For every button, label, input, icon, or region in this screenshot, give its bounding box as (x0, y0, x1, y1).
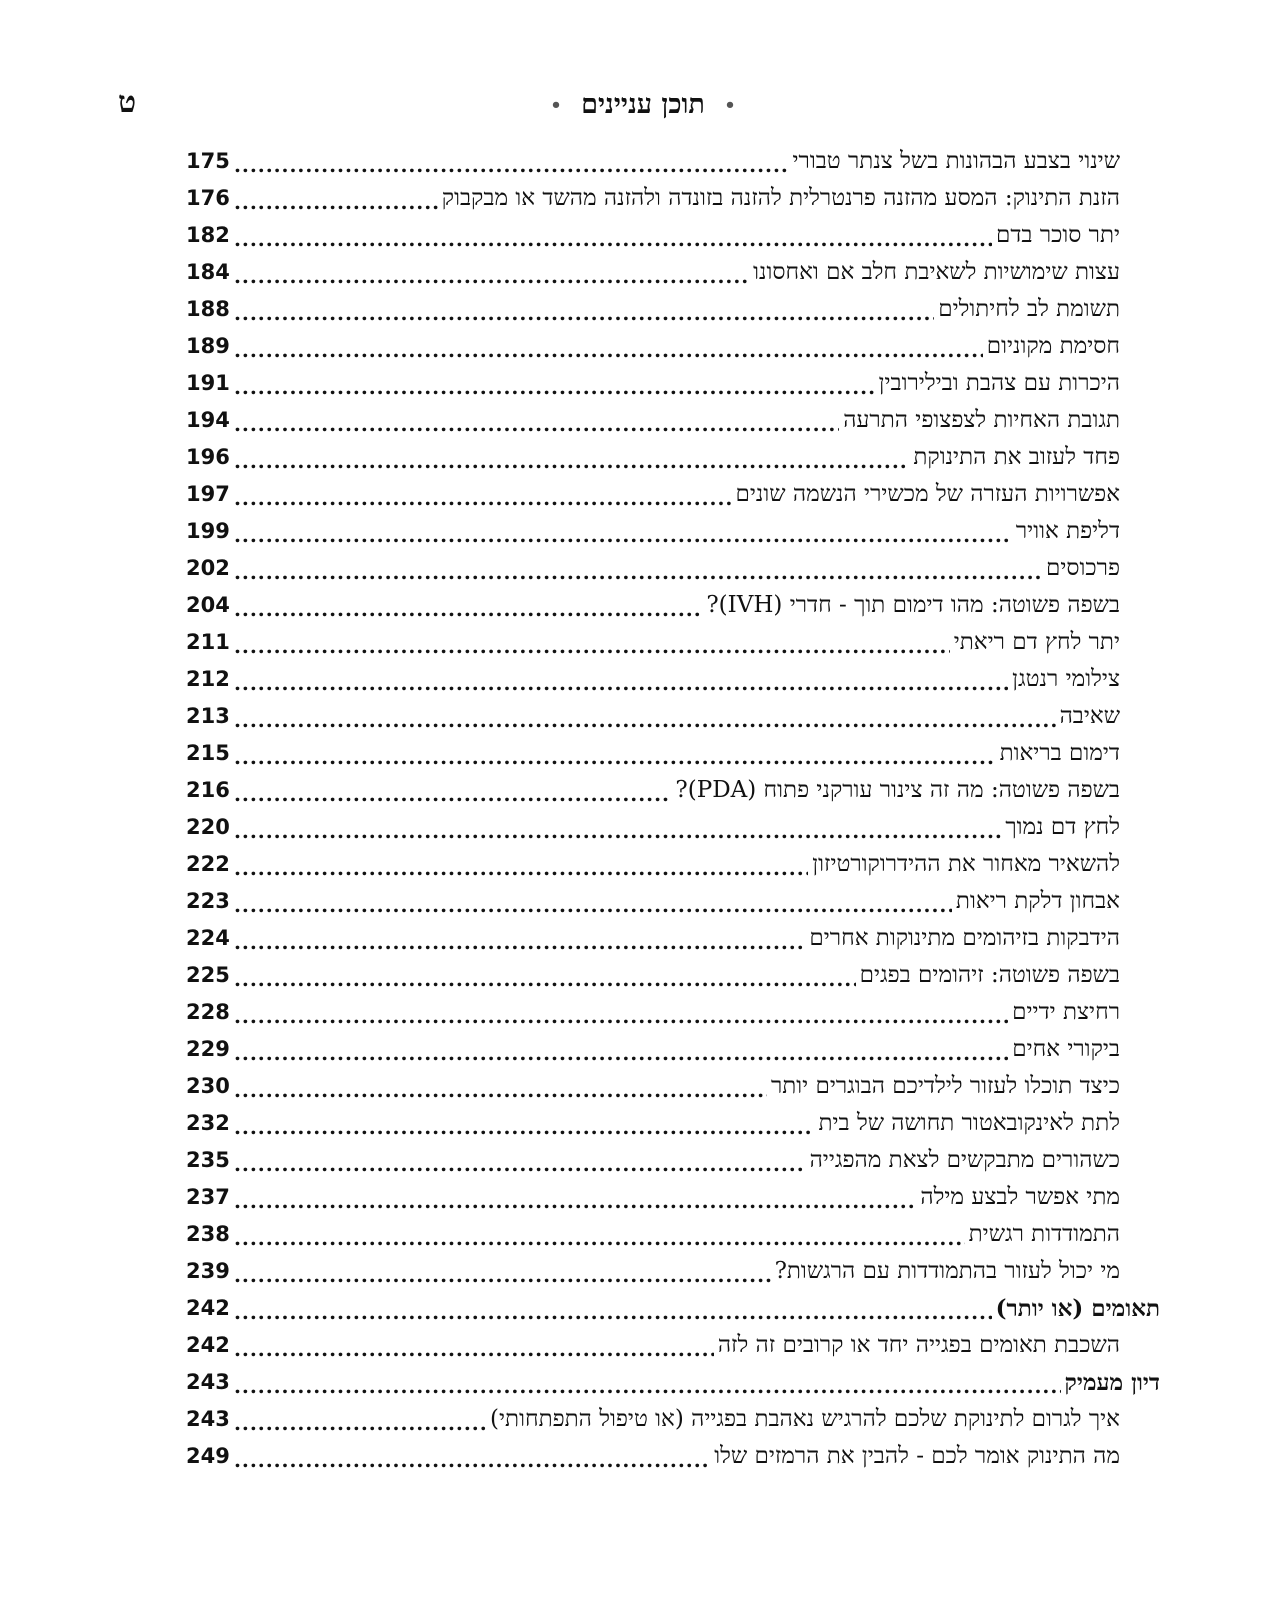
toc-entry-title: הידבקות בזיהומים מתינוקות אחרים (809, 925, 1120, 951)
toc-entry-page-number: 242 (186, 1296, 230, 1320)
toc-entry-page-number: 223 (186, 889, 230, 913)
toc-entry (186, 143, 1160, 180)
dot-leader (234, 517, 1012, 547)
dot-leader (234, 295, 934, 325)
dot-leader (234, 554, 1042, 584)
toc-entry (186, 846, 1160, 883)
toc-entry-page-number: 199 (186, 519, 230, 543)
toc-entry (186, 1216, 1160, 1253)
toc-entry-title: יתר סוכר בדם (996, 222, 1120, 248)
toc-entry (186, 1031, 1160, 1068)
dot-leader (234, 1294, 992, 1324)
dot-leader (234, 665, 1008, 695)
toc-entry-title: רחיצת ידיים (1012, 999, 1120, 1025)
toc-section-heading (186, 1364, 1160, 1401)
toc-entry-page-number: 242 (186, 1333, 230, 1357)
toc-entry (186, 1179, 1160, 1216)
toc-entry-page-number: 249 (186, 1444, 230, 1468)
dot-leader (234, 850, 808, 880)
toc-entry-page-number: 213 (186, 704, 230, 728)
dot-leader (234, 258, 749, 288)
dot-leader (234, 739, 996, 769)
dot-leader (234, 961, 856, 991)
toc-entry (186, 809, 1160, 846)
toc-entry-title: דליפת אוויר (1015, 518, 1120, 544)
toc-section-heading (186, 1290, 1160, 1327)
toc-entry (186, 328, 1160, 365)
toc-entry-page-number: 222 (186, 852, 230, 876)
dot-leader (234, 1331, 714, 1361)
toc-entry (186, 291, 1160, 328)
toc-entry (186, 772, 1160, 809)
toc-entry-title: חסימת מקוניום (986, 333, 1120, 359)
toc-entry-page-number: 196 (186, 445, 230, 469)
toc-entry (186, 1068, 1160, 1105)
dot-leader (234, 1405, 486, 1435)
dot-leader (234, 1072, 767, 1102)
dot-leader (234, 628, 950, 658)
toc-entry-page-number: 239 (186, 1259, 230, 1283)
toc-entry-title: תגובת האחיות לצפצופי התרעה (843, 407, 1120, 433)
toc-entry-title: אבחון דלקת ריאות (955, 888, 1120, 914)
toc-entry (186, 402, 1160, 439)
dot-leader (234, 147, 789, 177)
dot-leader (234, 1183, 916, 1213)
toc-entry-page-number: 216 (186, 778, 230, 802)
toc-entry (186, 1105, 1160, 1142)
toc-entry-page-number: 188 (186, 297, 230, 321)
toc-entry (186, 254, 1160, 291)
toc-entry-page-number: 229 (186, 1037, 230, 1061)
toc-entry-title: לחץ דם נמוך (1005, 814, 1120, 840)
toc-entry-title: להשאיר מאחור את ההידרוקורטיזון (812, 851, 1120, 877)
toc-entry (186, 1253, 1160, 1290)
ornament-dot-right: • (724, 94, 736, 116)
toc-entry-page-number: 176 (186, 186, 230, 210)
toc-entry-title: מתי אפשר לבצע מילה (920, 1184, 1120, 1210)
toc-entry-page-number: 182 (186, 223, 230, 247)
dot-leader (234, 924, 805, 954)
toc-entry-page-number: 232 (186, 1111, 230, 1135)
toc-entry-title: מה התינוק אומר לכם - להבין את הרמזים שלו (714, 1443, 1120, 1469)
dot-leader (234, 1035, 1008, 1065)
toc-entry (186, 661, 1160, 698)
toc-entry-page-number: 224 (186, 926, 230, 950)
dot-leader (234, 813, 1001, 843)
toc-entry (186, 735, 1160, 772)
toc-entry-title: כשהורים מתבקשים לצאת מהפגייה (809, 1147, 1120, 1173)
dot-leader (234, 221, 992, 251)
toc-entry-page-number: 235 (186, 1148, 230, 1172)
toc-entry-page-number: 175 (186, 149, 230, 173)
toc-entry-title: שינוי בצבע הבהונות בשל צנתר טבורי (792, 148, 1120, 174)
toc-entry (186, 698, 1160, 735)
toc-entry-title: התמודדות רגשית (968, 1221, 1120, 1247)
toc-entry-page-number: 243 (186, 1407, 230, 1431)
toc-entry (186, 624, 1160, 661)
toc-entry-page-number: 228 (186, 1000, 230, 1024)
ornament-dot-left: • (550, 94, 562, 116)
toc-entry-title: דיון מעמיק (1064, 1369, 1160, 1396)
toc-entry-page-number: 215 (186, 741, 230, 765)
toc-entry-page-number: 189 (186, 334, 230, 358)
toc-entry (186, 957, 1160, 994)
running-header (0, 85, 1286, 121)
toc-entry (186, 1327, 1160, 1364)
toc-entry (186, 1142, 1160, 1179)
dot-leader (234, 184, 438, 214)
toc-entry-page-number: 202 (186, 556, 230, 580)
toc-entry-page-number: 237 (186, 1185, 230, 1209)
toc-entry (186, 180, 1160, 217)
toc-entry-page-number: 211 (186, 630, 230, 654)
dot-leader (234, 480, 732, 510)
toc-entry-page-number: 191 (186, 371, 230, 395)
toc-entry-title: צילומי רנטגן (1012, 666, 1120, 692)
toc-entry-page-number: 243 (186, 1370, 230, 1394)
toc-entry-page-number: 197 (186, 482, 230, 506)
toc-entry-title: עצות שימושיות לשאיבת חלב אם ואחסונו (753, 259, 1120, 285)
toc-entry (186, 1401, 1160, 1438)
dot-leader (234, 443, 909, 473)
dot-leader (234, 998, 1008, 1028)
toc-entry-title: דימום בריאות (999, 740, 1120, 766)
toc-entry-page-number: 204 (186, 593, 230, 617)
toc-entry-title: בשפה פשוטה: זיהומים בפגים (859, 962, 1120, 988)
toc-entry-title: בשפה פשוטה: מה זה צינור עורקני פתוח (PDA)? (675, 777, 1120, 803)
toc-entry-page-number: 184 (186, 260, 230, 284)
toc-entry-title: בשפה פשוטה: מהו דימום תוך - חדרי (IVH)? (706, 592, 1120, 618)
toc-entry (186, 550, 1160, 587)
toc-entry-title: השכבת תאומים בפגייה יחד או קרובים זה לזה (717, 1332, 1120, 1358)
dot-leader (234, 591, 702, 621)
dot-leader (234, 332, 983, 362)
toc-entry-page-number: 230 (186, 1074, 230, 1098)
toc-entry (186, 365, 1160, 402)
toc-entry-title: תשומת לב לחיתולים (938, 296, 1120, 322)
dot-leader (234, 702, 1056, 732)
toc-entry (186, 217, 1160, 254)
dot-leader (234, 1220, 965, 1250)
toc-entry-title: ביקורי אחים (1012, 1036, 1120, 1062)
dot-leader (234, 1146, 806, 1176)
toc-entry-title: איך לגרום לתינוקת שלכם להרגיש נאהבת בפגייה (או טיפול התפתחותי) (490, 1406, 1120, 1432)
toc-entry-page-number: 212 (186, 667, 230, 691)
toc-entry-title: היכרות עם צהבת ובילירובין (878, 370, 1120, 396)
dot-leader (234, 1368, 1061, 1398)
dot-leader (234, 1109, 814, 1139)
toc-entry-title: פרכוסים (1046, 555, 1120, 581)
dot-leader (234, 1257, 771, 1287)
page-title: תוכן עניינים (581, 89, 705, 120)
toc-entry (186, 994, 1160, 1031)
dot-leader (234, 776, 671, 806)
toc-entry-title: אפשרויות העזרה של מכשירי הנשמה שונים (735, 481, 1120, 507)
toc-entry-page-number: 194 (186, 408, 230, 432)
toc-entry (186, 883, 1160, 920)
toc-entry (186, 1438, 1160, 1475)
toc-entry-title: יתר לחץ דם ריאתי (953, 629, 1120, 655)
dot-leader (234, 887, 952, 917)
toc-entry-title: הזנת התינוק: המסע מהזנה פרנטרלית להזנה בזונדה ולהזנה מהשד או מבקבוק (441, 185, 1120, 211)
dot-leader (234, 1442, 710, 1472)
toc-entry (186, 513, 1160, 550)
toc-entry-page-number: 220 (186, 815, 230, 839)
dot-leader (234, 406, 839, 436)
dot-leader (234, 369, 875, 399)
toc-entry-title: תאומים (או יותר) (995, 1295, 1160, 1322)
toc-entry-page-number: 225 (186, 963, 230, 987)
toc-entry-title: שאיבה (1059, 703, 1120, 729)
toc-entry (186, 476, 1160, 513)
table-of-contents (186, 143, 1160, 1475)
toc-entry-title: לתת לאינקובאטור תחושה של בית (818, 1110, 1120, 1136)
toc-entry (186, 587, 1160, 624)
toc-entry (186, 920, 1160, 957)
toc-entry-title: כיצד תוכלו לעזור לילדיכם הבוגרים יותר (770, 1073, 1120, 1099)
toc-entry-page-number: 238 (186, 1222, 230, 1246)
toc-entry-title: מי יכול לעזור בהתמודדות עם הרגשות? (774, 1258, 1120, 1284)
toc-entry-title: פחד לעזוב את התינוקת (913, 444, 1120, 470)
page-number-letter: ט (118, 85, 137, 120)
toc-entry (186, 439, 1160, 476)
